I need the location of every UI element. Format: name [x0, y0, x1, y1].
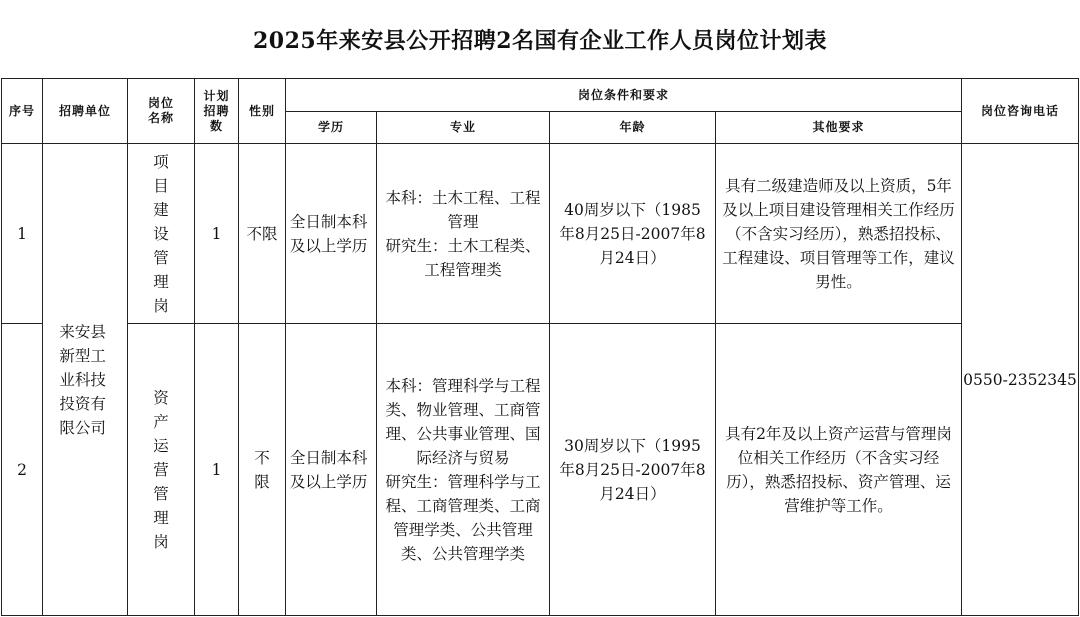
row-education: 全日制本科及以上学历	[289, 212, 368, 255]
row-seq: 1	[2, 144, 43, 324]
header-phone: 岗位咨询电话	[962, 79, 1079, 144]
header-gender: 性别	[239, 79, 286, 144]
header-other: 其他要求	[716, 112, 962, 144]
row-count: 1	[195, 324, 239, 616]
row-post: 项目建设管理岗	[153, 152, 169, 315]
header-age: 年龄	[550, 112, 716, 144]
contact-phone: 0550-2352345	[962, 144, 1079, 616]
row-seq: 2	[2, 324, 43, 616]
row-age: 30周岁以下（1995年8月25日-2007年8月24日）	[550, 324, 716, 616]
header-seq: 序号	[2, 79, 43, 144]
header-unit: 招聘单位	[43, 79, 128, 144]
row-gender: 不限	[239, 144, 286, 324]
row-other: 具有二级建造师及以上资质，5年及以上项目建设管理相关工作经历（不含实习经历），熟悉招投标、工程建设、项目管理等工作，建议男性。	[716, 144, 962, 324]
header-education: 学历	[286, 112, 377, 144]
row-gender: 不限	[254, 448, 270, 491]
header-post-name: 岗位名称	[147, 96, 174, 125]
header-plan-count: 计划招聘数	[203, 88, 230, 133]
page-title: 2025年来安县公开招聘2名国有企业工作人员岗位计划表	[252, 27, 828, 54]
row-education: 全日制本科及以上学历	[289, 448, 368, 491]
table-row	[2, 144, 1079, 324]
header-conditions: 岗位条件和要求	[286, 79, 962, 112]
row-other: 具有2年及以上资产运营与管理岗位相关工作经历（不含实习经历），熟悉招投标、资产管理、运营维护等工作。	[716, 324, 962, 616]
row-age: 40周岁以下（1985年8月25日-2007年8月24日）	[550, 144, 716, 324]
row-post: 资产运营管理岗	[153, 388, 169, 551]
header-major: 专业	[377, 112, 550, 144]
unit-name: 来安县新型工业科技投资有限公司	[59, 322, 106, 437]
row-count: 1	[195, 144, 239, 324]
recruitment-table	[1, 78, 1079, 616]
row-major: 本科：管理科学与工程类、物业管理、工商管理、公共事业管理、国际经济与贸易 研究生：管理科学与工程、工商管理类、工商管理学类、公共管理类、公共管理学类	[377, 324, 550, 616]
table-row	[2, 324, 1079, 616]
row-major: 本科：土木工程、工程管理 研究生：土木工程类、工程管理类	[377, 144, 550, 324]
